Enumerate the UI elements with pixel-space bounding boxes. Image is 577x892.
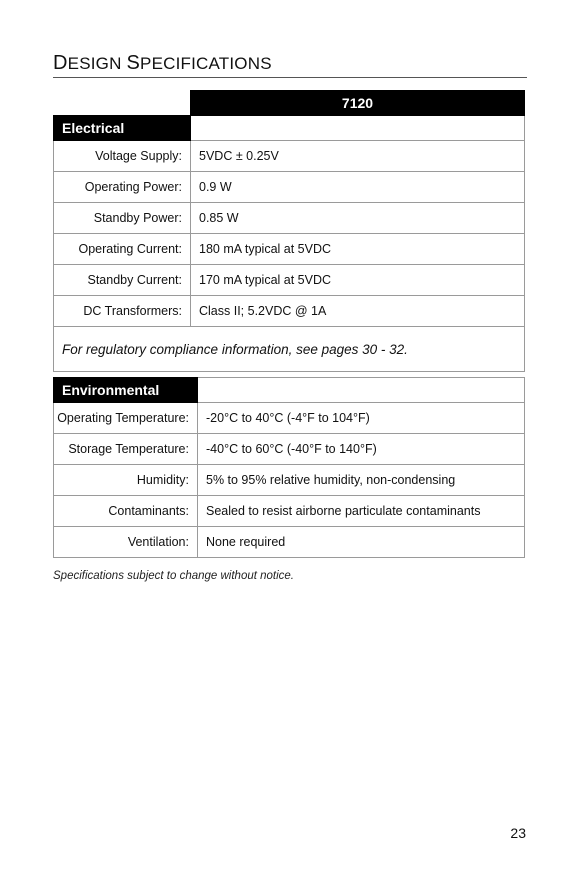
spec-label: Voltage Supply: [54, 141, 191, 172]
table-corner-blank [54, 91, 191, 116]
heading-initial-2: S [126, 52, 141, 74]
table-row [54, 527, 525, 558]
spec-value: None required [198, 527, 525, 558]
table-row [54, 141, 525, 172]
spec-value: 5VDC ± 0.25V [191, 141, 525, 172]
regulatory-note: For regulatory compliance information, see pages 30 - 32. [54, 327, 525, 372]
spec-label: Standby Current: [54, 265, 191, 296]
page-number: 23 [510, 825, 526, 841]
section-header-environmental: Environmental [54, 378, 198, 403]
spec-label: DC Transformers: [54, 296, 191, 327]
table-row [54, 496, 525, 527]
table-row [54, 172, 525, 203]
table-row [54, 403, 525, 434]
section-header-electrical: Electrical [54, 116, 191, 141]
table-row [54, 203, 525, 234]
heading-rest-2: PECIFICATIONS [140, 54, 272, 73]
electrical-spec-table [53, 90, 525, 372]
heading-initial-1: D [53, 52, 68, 74]
spec-value: -20°C to 40°C (-4°F to 104°F) [198, 403, 525, 434]
section-header-fill [191, 116, 525, 141]
model-header: 7120 [191, 91, 525, 116]
table-row [54, 296, 525, 327]
spec-label: Operating Power: [54, 172, 191, 203]
spec-label: Standby Power: [54, 203, 191, 234]
spec-value: Sealed to resist airborne particulate contaminants [198, 496, 525, 527]
table-row [54, 465, 525, 496]
spec-label: Operating Temperature: [54, 403, 198, 434]
footnote: Specifications subject to change without notice. [53, 570, 295, 582]
table-row [54, 265, 525, 296]
spec-value: 5% to 95% relative humidity, non-condensing [198, 465, 525, 496]
section-header-fill [198, 378, 525, 403]
page-heading [53, 52, 527, 78]
spec-value: 0.85 W [191, 203, 525, 234]
spec-value: -40°C to 60°C (-40°F to 140°F) [198, 434, 525, 465]
spec-value: Class II; 5.2VDC @ 1A [191, 296, 525, 327]
environmental-spec-table [53, 377, 525, 558]
spec-label: Ventilation: [54, 527, 198, 558]
spec-value: 170 mA typical at 5VDC [191, 265, 525, 296]
spec-value: 0.9 W [191, 172, 525, 203]
spec-label: Contaminants: [54, 496, 198, 527]
table-row [54, 234, 525, 265]
table-row [54, 434, 525, 465]
spec-label: Storage Temperature: [54, 434, 198, 465]
heading-rest-1: ESIGN [67, 54, 122, 73]
spec-value: 180 mA typical at 5VDC [191, 234, 525, 265]
spec-label: Humidity: [54, 465, 198, 496]
table-row [54, 327, 525, 372]
spec-label: Operating Current: [54, 234, 191, 265]
